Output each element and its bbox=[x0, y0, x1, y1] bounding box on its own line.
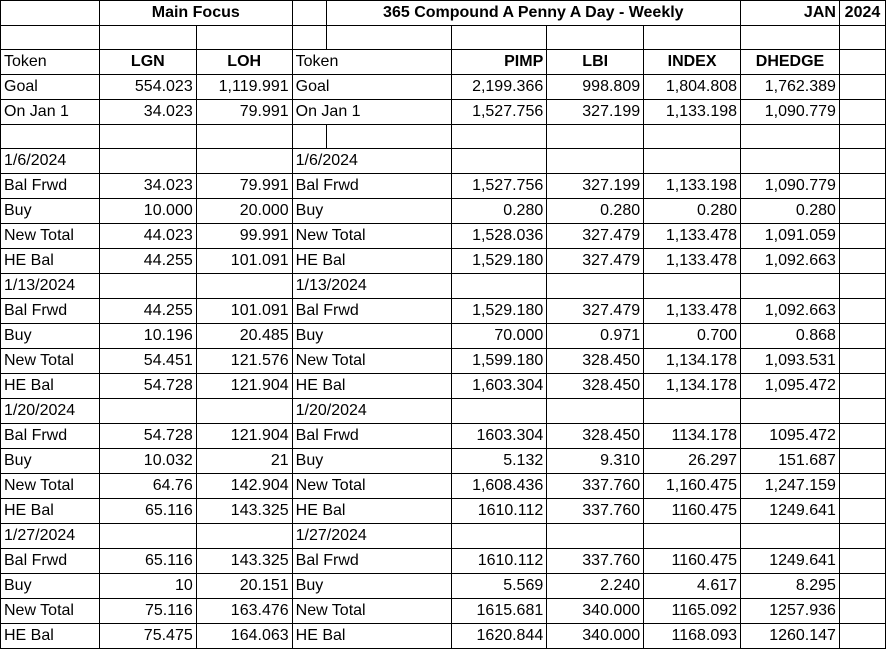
goal-row bbox=[1, 75, 886, 100]
row-label-right[interactable]: Goal bbox=[292, 75, 452, 100]
empty-cell[interactable] bbox=[741, 125, 840, 149]
empty-cell[interactable] bbox=[839, 26, 885, 50]
empty-cell[interactable] bbox=[839, 624, 885, 649]
right-value[interactable]: 337.760 bbox=[547, 474, 644, 499]
week-date-right[interactable]: 1/27/2024 bbox=[292, 524, 452, 549]
empty-cell[interactable] bbox=[839, 299, 885, 324]
right-value[interactable]: 340.000 bbox=[547, 624, 644, 649]
row-label-right[interactable]: New Total bbox=[292, 224, 452, 249]
week-data-row bbox=[1, 249, 886, 274]
week-data-row bbox=[1, 474, 886, 499]
empty-cell[interactable] bbox=[839, 249, 885, 274]
right-value[interactable]: 1,090.779 bbox=[741, 174, 840, 199]
empty-cell[interactable] bbox=[644, 149, 741, 174]
right-value[interactable]: 1,160.475 bbox=[644, 474, 741, 499]
right-value[interactable]: 1134.178 bbox=[644, 424, 741, 449]
right-value[interactable]: 1260.147 bbox=[741, 624, 840, 649]
right-value[interactable]: 8.295 bbox=[741, 574, 840, 599]
empty-cell[interactable] bbox=[292, 1, 326, 26]
empty-cell[interactable] bbox=[839, 199, 885, 224]
right-value[interactable]: 327.479 bbox=[547, 299, 644, 324]
right-value[interactable]: 337.760 bbox=[547, 499, 644, 524]
week-date-row bbox=[1, 274, 886, 299]
empty-cell[interactable] bbox=[839, 324, 885, 349]
row-label-right[interactable]: Buy bbox=[292, 324, 452, 349]
blank-row bbox=[1, 26, 886, 50]
empty-cell[interactable] bbox=[644, 274, 741, 299]
week-data-row bbox=[1, 574, 886, 599]
week-data-row bbox=[1, 349, 886, 374]
left-value[interactable]: 121.904 bbox=[196, 424, 292, 449]
row-label[interactable]: HE Bal bbox=[1, 249, 100, 274]
empty-cell[interactable] bbox=[839, 524, 885, 549]
empty-cell[interactable] bbox=[839, 374, 885, 399]
empty-cell[interactable] bbox=[644, 399, 741, 424]
empty-cell[interactable] bbox=[741, 149, 840, 174]
empty-cell[interactable] bbox=[839, 125, 885, 149]
left-value[interactable]: 79.991 bbox=[196, 174, 292, 199]
right-value[interactable]: 328.450 bbox=[547, 374, 644, 399]
week-date[interactable]: 1/27/2024 bbox=[1, 524, 100, 549]
week-data-row bbox=[1, 549, 886, 574]
row-label-right[interactable]: New Total bbox=[292, 349, 452, 374]
row-label-right[interactable]: Token bbox=[292, 50, 452, 75]
row-label-right[interactable]: New Total bbox=[292, 599, 452, 624]
month-cell[interactable]: JAN bbox=[741, 1, 840, 26]
right-value[interactable]: 1,529.180 bbox=[452, 249, 547, 274]
left-value[interactable]: 121.576 bbox=[196, 349, 292, 374]
right-value[interactable]: LBI bbox=[547, 50, 644, 75]
week-data-row bbox=[1, 374, 886, 399]
right-value[interactable]: 1,762.389 bbox=[741, 75, 840, 100]
right-value[interactable]: DHEDGE bbox=[741, 50, 840, 75]
empty-cell[interactable] bbox=[292, 26, 326, 50]
sheet-body bbox=[1, 1, 886, 649]
left-value[interactable]: 121.904 bbox=[196, 374, 292, 399]
empty-cell[interactable] bbox=[1, 1, 100, 26]
row-label[interactable]: Bal Frwd bbox=[1, 549, 100, 574]
left-value[interactable]: LGN bbox=[99, 50, 196, 75]
left-value[interactable]: 10 bbox=[99, 574, 196, 599]
empty-cell[interactable] bbox=[741, 26, 840, 50]
right-value[interactable]: 1,247.159 bbox=[741, 474, 840, 499]
right-value[interactable]: 1095.472 bbox=[741, 424, 840, 449]
right-value[interactable]: 4.617 bbox=[644, 574, 741, 599]
empty-cell[interactable] bbox=[839, 75, 885, 100]
right-value[interactable]: 5.132 bbox=[452, 449, 547, 474]
empty-cell[interactable] bbox=[1, 125, 100, 149]
row-label-right[interactable]: Bal Frwd bbox=[292, 549, 452, 574]
right-value[interactable]: 337.760 bbox=[547, 549, 644, 574]
empty-cell[interactable] bbox=[839, 50, 885, 75]
right-value[interactable]: 1,608.436 bbox=[452, 474, 547, 499]
empty-cell[interactable] bbox=[839, 100, 885, 125]
row-label[interactable]: Token bbox=[1, 50, 100, 75]
empty-cell[interactable] bbox=[547, 399, 644, 424]
empty-cell[interactable] bbox=[196, 524, 292, 549]
left-value[interactable]: 10.000 bbox=[99, 199, 196, 224]
row-label[interactable]: New Total bbox=[1, 474, 100, 499]
right-value[interactable]: 1,804.808 bbox=[644, 75, 741, 100]
main-focus-title[interactable]: Main Focus bbox=[99, 1, 292, 26]
week-data-row bbox=[1, 599, 886, 624]
empty-cell[interactable] bbox=[741, 399, 840, 424]
right-value[interactable]: 1,528.036 bbox=[452, 224, 547, 249]
empty-cell[interactable] bbox=[292, 125, 326, 149]
week-data-row bbox=[1, 624, 886, 649]
week-data-row bbox=[1, 424, 886, 449]
right-value[interactable]: 0.971 bbox=[547, 324, 644, 349]
left-value[interactable]: 143.325 bbox=[196, 499, 292, 524]
empty-cell[interactable] bbox=[547, 524, 644, 549]
left-value[interactable]: 75.475 bbox=[99, 624, 196, 649]
right-value[interactable]: 1,133.478 bbox=[644, 224, 741, 249]
week-date[interactable]: 1/13/2024 bbox=[1, 274, 100, 299]
week-data-row bbox=[1, 299, 886, 324]
week-data-row bbox=[1, 449, 886, 474]
left-value[interactable]: 142.904 bbox=[196, 474, 292, 499]
row-label-right[interactable]: Bal Frwd bbox=[292, 424, 452, 449]
row-label[interactable]: On Jan 1 bbox=[1, 100, 100, 125]
left-value[interactable]: 99.991 bbox=[196, 224, 292, 249]
empty-cell[interactable] bbox=[99, 274, 196, 299]
empty-cell[interactable] bbox=[644, 26, 741, 50]
left-value[interactable]: 1,119.991 bbox=[196, 75, 292, 100]
empty-cell[interactable] bbox=[839, 499, 885, 524]
right-value[interactable]: 26.297 bbox=[644, 449, 741, 474]
right-value[interactable]: 328.450 bbox=[547, 424, 644, 449]
right-value[interactable]: 0.280 bbox=[452, 199, 547, 224]
right-value[interactable]: 1,091.059 bbox=[741, 224, 840, 249]
row-label[interactable]: Buy bbox=[1, 449, 100, 474]
empty-cell[interactable] bbox=[196, 399, 292, 424]
right-value[interactable]: 1,599.180 bbox=[452, 349, 547, 374]
right-value[interactable]: 1160.475 bbox=[644, 549, 741, 574]
right-value[interactable]: 327.199 bbox=[547, 100, 644, 125]
week-date-right[interactable]: 1/20/2024 bbox=[292, 399, 452, 424]
right-value[interactable]: INDEX bbox=[644, 50, 741, 75]
left-value[interactable]: 20.485 bbox=[196, 324, 292, 349]
empty-cell[interactable] bbox=[1, 26, 100, 50]
empty-cell[interactable] bbox=[196, 125, 292, 149]
right-value[interactable]: 1,092.663 bbox=[741, 299, 840, 324]
left-value[interactable]: 101.091 bbox=[196, 249, 292, 274]
week-date-row bbox=[1, 399, 886, 424]
left-value[interactable]: 20.151 bbox=[196, 574, 292, 599]
empty-cell[interactable] bbox=[839, 549, 885, 574]
left-value[interactable]: 75.116 bbox=[99, 599, 196, 624]
week-date-right[interactable]: 1/6/2024 bbox=[292, 149, 452, 174]
left-value[interactable]: LOH bbox=[196, 50, 292, 75]
row-label[interactable]: Bal Frwd bbox=[1, 299, 100, 324]
week-data-row bbox=[1, 199, 886, 224]
empty-cell[interactable] bbox=[99, 26, 196, 50]
right-value[interactable]: 1,133.198 bbox=[644, 174, 741, 199]
row-label-right[interactable]: Bal Frwd bbox=[292, 299, 452, 324]
row-label[interactable]: Buy bbox=[1, 574, 100, 599]
jan1-row bbox=[1, 100, 886, 125]
right-value[interactable]: 1615.681 bbox=[452, 599, 547, 624]
right-value[interactable]: 1620.844 bbox=[452, 624, 547, 649]
right-value[interactable]: 2.240 bbox=[547, 574, 644, 599]
left-value[interactable]: 44.255 bbox=[99, 299, 196, 324]
empty-cell[interactable] bbox=[644, 125, 741, 149]
empty-cell[interactable] bbox=[452, 524, 547, 549]
row-label-right[interactable]: New Total bbox=[292, 474, 452, 499]
week-data-row bbox=[1, 174, 886, 199]
right-value[interactable]: 1,603.304 bbox=[452, 374, 547, 399]
right-value[interactable]: 9.310 bbox=[547, 449, 644, 474]
empty-cell[interactable] bbox=[452, 149, 547, 174]
empty-cell[interactable] bbox=[839, 149, 885, 174]
row-label-right[interactable]: HE Bal bbox=[292, 624, 452, 649]
right-value[interactable]: 327.199 bbox=[547, 174, 644, 199]
row-label-right[interactable]: Buy bbox=[292, 449, 452, 474]
row-label-right[interactable]: On Jan 1 bbox=[292, 100, 452, 125]
left-value[interactable]: 79.991 bbox=[196, 100, 292, 125]
compound-title[interactable]: 365 Compound A Penny A Day - Weekly bbox=[326, 1, 740, 26]
empty-cell[interactable] bbox=[547, 149, 644, 174]
week-data-row bbox=[1, 499, 886, 524]
empty-cell[interactable] bbox=[547, 274, 644, 299]
row-label[interactable]: Buy bbox=[1, 324, 100, 349]
empty-cell[interactable] bbox=[196, 274, 292, 299]
empty-cell[interactable] bbox=[839, 399, 885, 424]
left-value[interactable]: 20.000 bbox=[196, 199, 292, 224]
week-date-row bbox=[1, 524, 886, 549]
empty-cell[interactable] bbox=[839, 274, 885, 299]
empty-cell[interactable] bbox=[452, 26, 547, 50]
empty-cell[interactable] bbox=[839, 174, 885, 199]
right-value[interactable]: 2,199.366 bbox=[452, 75, 547, 100]
empty-cell[interactable] bbox=[741, 524, 840, 549]
right-value[interactable]: 5.569 bbox=[452, 574, 547, 599]
right-value[interactable]: 1,134.178 bbox=[644, 374, 741, 399]
right-value[interactable]: 1257.936 bbox=[741, 599, 840, 624]
right-value[interactable]: 1,133.478 bbox=[644, 249, 741, 274]
empty-cell[interactable] bbox=[839, 599, 885, 624]
empty-cell[interactable] bbox=[452, 399, 547, 424]
left-value[interactable]: 65.116 bbox=[99, 549, 196, 574]
left-value[interactable]: 54.728 bbox=[99, 374, 196, 399]
row-label[interactable]: Goal bbox=[1, 75, 100, 100]
empty-cell[interactable] bbox=[452, 125, 547, 149]
left-value[interactable]: 21 bbox=[196, 449, 292, 474]
empty-cell[interactable] bbox=[839, 574, 885, 599]
empty-cell[interactable] bbox=[196, 26, 292, 50]
row-label-right[interactable]: Buy bbox=[292, 574, 452, 599]
row-label-right[interactable]: Bal Frwd bbox=[292, 174, 452, 199]
right-value[interactable]: PIMP bbox=[452, 50, 547, 75]
row-label[interactable]: HE Bal bbox=[1, 499, 100, 524]
empty-cell[interactable] bbox=[839, 449, 885, 474]
right-value[interactable]: 0.280 bbox=[644, 199, 741, 224]
right-value[interactable]: 0.868 bbox=[741, 324, 840, 349]
row-label[interactable]: New Total bbox=[1, 349, 100, 374]
empty-cell[interactable] bbox=[99, 524, 196, 549]
week-date-row bbox=[1, 149, 886, 174]
right-value[interactable]: 328.450 bbox=[547, 349, 644, 374]
right-value[interactable]: 1,092.663 bbox=[741, 249, 840, 274]
week-data-row bbox=[1, 224, 886, 249]
left-value[interactable]: 554.023 bbox=[99, 75, 196, 100]
row-label[interactable]: Bal Frwd bbox=[1, 174, 100, 199]
empty-cell[interactable] bbox=[99, 125, 196, 149]
left-value[interactable]: 34.023 bbox=[99, 100, 196, 125]
row-label[interactable]: HE Bal bbox=[1, 374, 100, 399]
right-value[interactable]: 1610.112 bbox=[452, 499, 547, 524]
left-value[interactable]: 164.063 bbox=[196, 624, 292, 649]
empty-cell[interactable] bbox=[452, 274, 547, 299]
empty-cell[interactable] bbox=[741, 274, 840, 299]
left-value[interactable]: 44.023 bbox=[99, 224, 196, 249]
token-row bbox=[1, 50, 886, 75]
empty-cell[interactable] bbox=[839, 349, 885, 374]
right-value[interactable]: 340.000 bbox=[547, 599, 644, 624]
row-label-right[interactable]: HE Bal bbox=[292, 499, 452, 524]
right-value[interactable]: 1610.112 bbox=[452, 549, 547, 574]
right-value[interactable]: 327.479 bbox=[547, 224, 644, 249]
row-label[interactable]: New Total bbox=[1, 224, 100, 249]
left-value[interactable]: 64.76 bbox=[99, 474, 196, 499]
left-value[interactable]: 54.451 bbox=[99, 349, 196, 374]
row-label-right[interactable]: HE Bal bbox=[292, 374, 452, 399]
year-cell[interactable]: 2024 bbox=[839, 1, 885, 26]
left-value[interactable]: 65.116 bbox=[99, 499, 196, 524]
empty-cell[interactable] bbox=[99, 399, 196, 424]
left-value[interactable]: 34.023 bbox=[99, 174, 196, 199]
right-value[interactable]: 1,090.779 bbox=[741, 100, 840, 125]
right-value[interactable]: 998.809 bbox=[547, 75, 644, 100]
empty-cell[interactable] bbox=[326, 125, 452, 149]
title-row bbox=[1, 1, 886, 26]
row-label[interactable]: New Total bbox=[1, 599, 100, 624]
row-label-right[interactable]: Buy bbox=[292, 199, 452, 224]
left-value[interactable]: 54.728 bbox=[99, 424, 196, 449]
left-value[interactable]: 10.032 bbox=[99, 449, 196, 474]
right-value[interactable]: 151.687 bbox=[741, 449, 840, 474]
right-value[interactable]: 327.479 bbox=[547, 249, 644, 274]
right-value[interactable]: 70.000 bbox=[452, 324, 547, 349]
left-value[interactable]: 143.325 bbox=[196, 549, 292, 574]
empty-cell[interactable] bbox=[839, 424, 885, 449]
right-value[interactable]: 1,527.756 bbox=[452, 174, 547, 199]
empty-cell[interactable] bbox=[839, 474, 885, 499]
right-value[interactable]: 1,095.472 bbox=[741, 374, 840, 399]
row-label[interactable]: HE Bal bbox=[1, 624, 100, 649]
right-value[interactable]: 0.700 bbox=[644, 324, 741, 349]
left-value[interactable]: 163.476 bbox=[196, 599, 292, 624]
right-value[interactable]: 1160.475 bbox=[644, 499, 741, 524]
week-date-right[interactable]: 1/13/2024 bbox=[292, 274, 452, 299]
right-value[interactable]: 1,093.531 bbox=[741, 349, 840, 374]
row-label[interactable]: Buy bbox=[1, 199, 100, 224]
empty-cell[interactable] bbox=[326, 26, 452, 50]
right-value[interactable]: 1,134.178 bbox=[644, 349, 741, 374]
left-value[interactable]: 44.255 bbox=[99, 249, 196, 274]
left-value[interactable]: 101.091 bbox=[196, 299, 292, 324]
right-value[interactable]: 1603.304 bbox=[452, 424, 547, 449]
right-value[interactable]: 1249.641 bbox=[741, 499, 840, 524]
row-label[interactable]: Bal Frwd bbox=[1, 424, 100, 449]
right-value[interactable]: 1168.093 bbox=[644, 624, 741, 649]
empty-cell[interactable] bbox=[547, 26, 644, 50]
right-value[interactable]: 1,133.198 bbox=[644, 100, 741, 125]
left-value[interactable]: 10.196 bbox=[99, 324, 196, 349]
right-value[interactable]: 0.280 bbox=[741, 199, 840, 224]
week-date[interactable]: 1/6/2024 bbox=[1, 149, 100, 174]
blank-row bbox=[1, 125, 886, 149]
right-value[interactable]: 1165.092 bbox=[644, 599, 741, 624]
right-value[interactable]: 1,527.756 bbox=[452, 100, 547, 125]
week-date[interactable]: 1/20/2024 bbox=[1, 399, 100, 424]
right-value[interactable]: 1,133.478 bbox=[644, 299, 741, 324]
week-data-row bbox=[1, 324, 886, 349]
empty-cell[interactable] bbox=[644, 524, 741, 549]
empty-cell[interactable] bbox=[839, 224, 885, 249]
right-value[interactable]: 0.280 bbox=[547, 199, 644, 224]
empty-cell[interactable] bbox=[99, 149, 196, 174]
empty-cell[interactable] bbox=[547, 125, 644, 149]
empty-cell[interactable] bbox=[196, 149, 292, 174]
right-value[interactable]: 1,529.180 bbox=[452, 299, 547, 324]
right-value[interactable]: 1249.641 bbox=[741, 549, 840, 574]
row-label-right[interactable]: HE Bal bbox=[292, 249, 452, 274]
